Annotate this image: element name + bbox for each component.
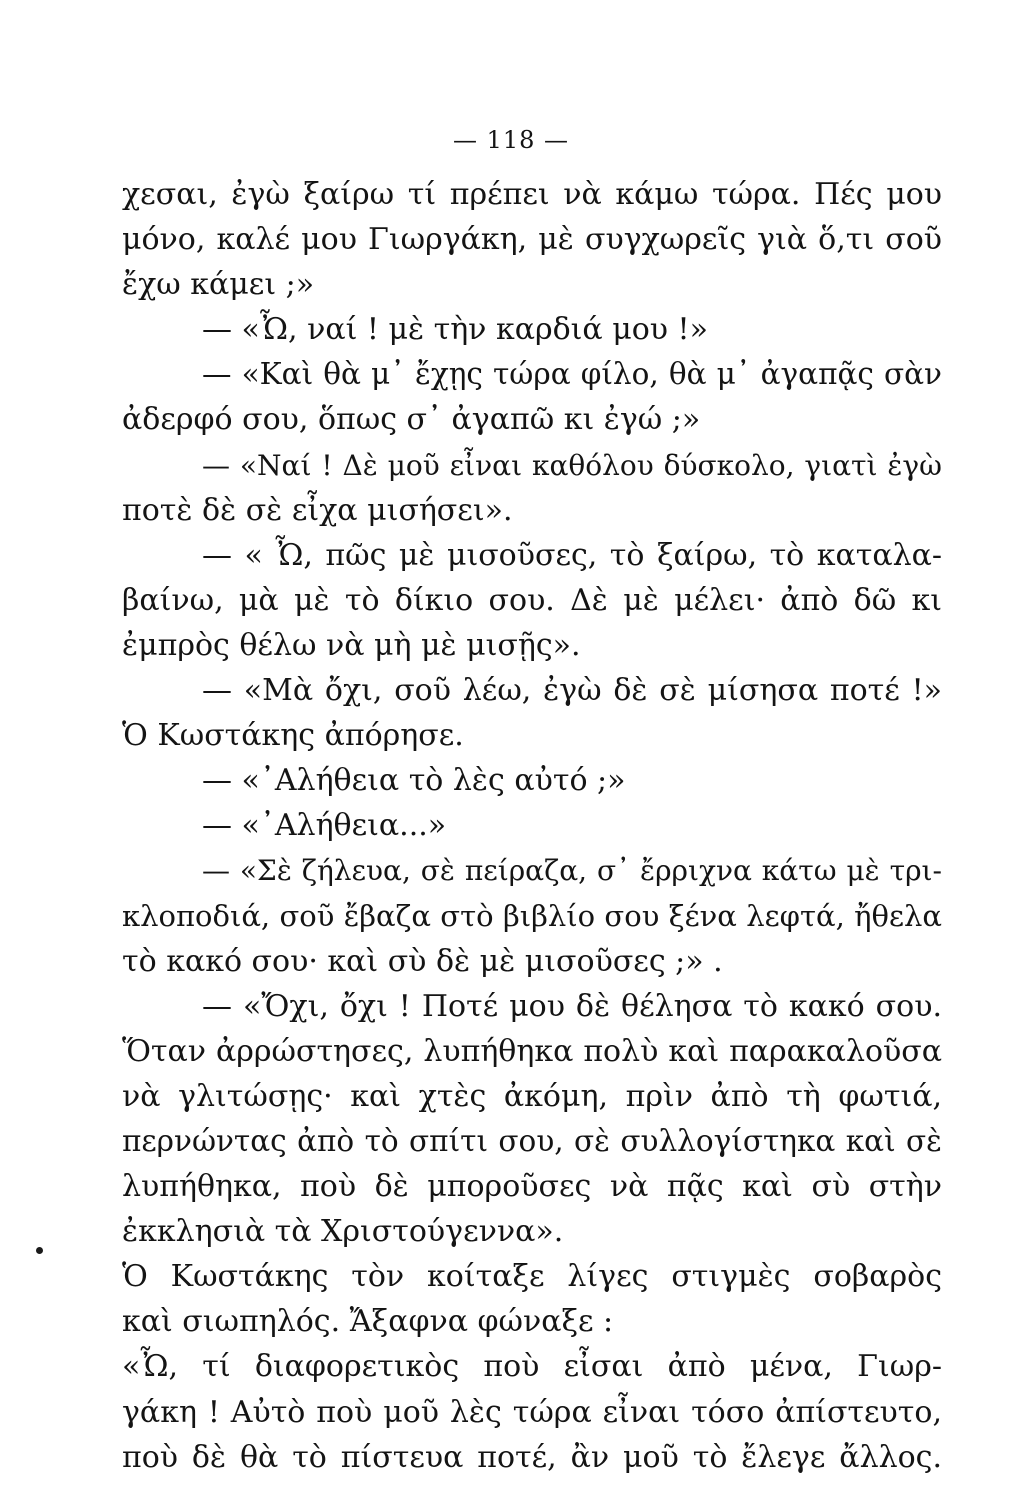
text-line: χεσαι, ἐγὼ ξαίρω τί πρέπει νὰ κάμω τώρα. Πές μου: [122, 177, 942, 212]
text-line: — «Ὦ, ναί ! μὲ τὴν καρδιά μου !»: [202, 312, 708, 348]
text-line: νὰ γλιτώσῃς· καὶ χτὲς ἀκόμη, πρὶν ἀπὸ τὴ φωτιά,: [122, 1078, 942, 1114]
text-line: μόνο, καλέ μου Γιωργάκη, μὲ συγχωρεῖς γιὰ ὅ,τι σοῦ: [122, 222, 942, 258]
text-line: — «Καὶ θὰ μ᾿ ἔχῃς τώρα φίλο, θὰ μ᾿ ἀγαπᾷς σὰν: [202, 357, 942, 392]
text-line: — «Σὲ ζήλευα, σὲ πείραζα, σ᾿ ἔρριχνα κάτω μὲ τρι-: [202, 854, 942, 888]
text-line: Ὁ Κωστάκης ἀπόρησε.: [122, 718, 464, 754]
text-line: «Ὦ, τί διαφορετικὸς ποὺ εἶσαι ἀπὸ μένα, Γιωρ-: [122, 1349, 942, 1385]
text-line: γάκη ! Αὐτὸ ποὺ μοῦ λὲς τώρα εἶναι τόσο ἀπίστευτο,: [122, 1394, 942, 1430]
text-line: λυπήθηκα, ποὺ δὲ μποροῦσες νὰ πᾷς καὶ σὺ στὴν: [122, 1169, 942, 1205]
text-line: ποτὲ δὲ σὲ εἶχα μισήσει».: [122, 492, 513, 528]
text-line: περνώντας ἀπὸ τὸ σπίτι σου, σὲ συλλογίστηκα καὶ σὲ: [122, 1123, 942, 1158]
text-line: καὶ σιωπηλός. Ἄξαφνα φώναξε :: [122, 1304, 614, 1340]
text-line: — « Ὦ, πῶς μὲ μισοῦσες, τὸ ξαίρω, τὸ καταλα-: [202, 537, 942, 573]
page-number: — 118 —: [452, 126, 570, 154]
text-line: ἔχω κάμει ;»: [122, 267, 315, 303]
text-line: — «Ὄχι, ὄχι ! Ποτέ μου δὲ θέλησα τὸ κακό σου.: [202, 988, 942, 1024]
text-line: ἐμπρὸς θέλω νὰ μὴ μὲ μισῇς».: [122, 627, 581, 663]
text-line: — «Μὰ ὄχι, σοῦ λέω, ἐγὼ δὲ σὲ μίσησα ποτέ !»: [202, 673, 942, 709]
text-line: — «᾿Αλήθεια τὸ λὲς αὐτό ;»: [202, 763, 626, 799]
text-line: — «Ναί ! Δὲ μοῦ εἶναι καθόλου δύσκολο, γιατὶ ἐγὼ: [202, 448, 942, 482]
text-line: κλοποδιά, σοῦ ἔβαζα στὸ βιβλίο σου ξένα λεφτά, ἤθελα: [122, 898, 942, 933]
text-line: Ὅταν ἀρρώστησες, λυπήθηκα πολὺ καὶ παρακαλοῦσα: [122, 1033, 942, 1069]
text-line: Ὁ Κωστάκης τὸν κοίταξε λίγες στιγμὲς σοβαρὸς: [122, 1259, 942, 1295]
text-line: ποὺ δὲ θὰ τὸ πίστευα ποτέ, ἂν μοῦ τὸ ἔλεγε ἄλλος.: [122, 1439, 942, 1475]
text-line: ἐκκλησιὰ τὰ Χριστούγεννα».: [122, 1214, 564, 1250]
text-line: τὸ κακό σου· καὶ σὺ δὲ μὲ μισοῦσες ;» .: [122, 943, 723, 979]
text-line: βαίνω, μὰ μὲ τὸ δίκιο σου. Δὲ μὲ μέλει· ἀπὸ δῶ κι: [122, 582, 942, 618]
text-line: ἀδερφό σου, ὅπως σ᾿ ἀγαπῶ κι ἐγώ ;»: [122, 402, 701, 438]
margin-mark: [36, 1247, 43, 1254]
text-line: — «᾿Αλήθεια...»: [202, 808, 447, 844]
body-text: [122, 172, 942, 1480]
